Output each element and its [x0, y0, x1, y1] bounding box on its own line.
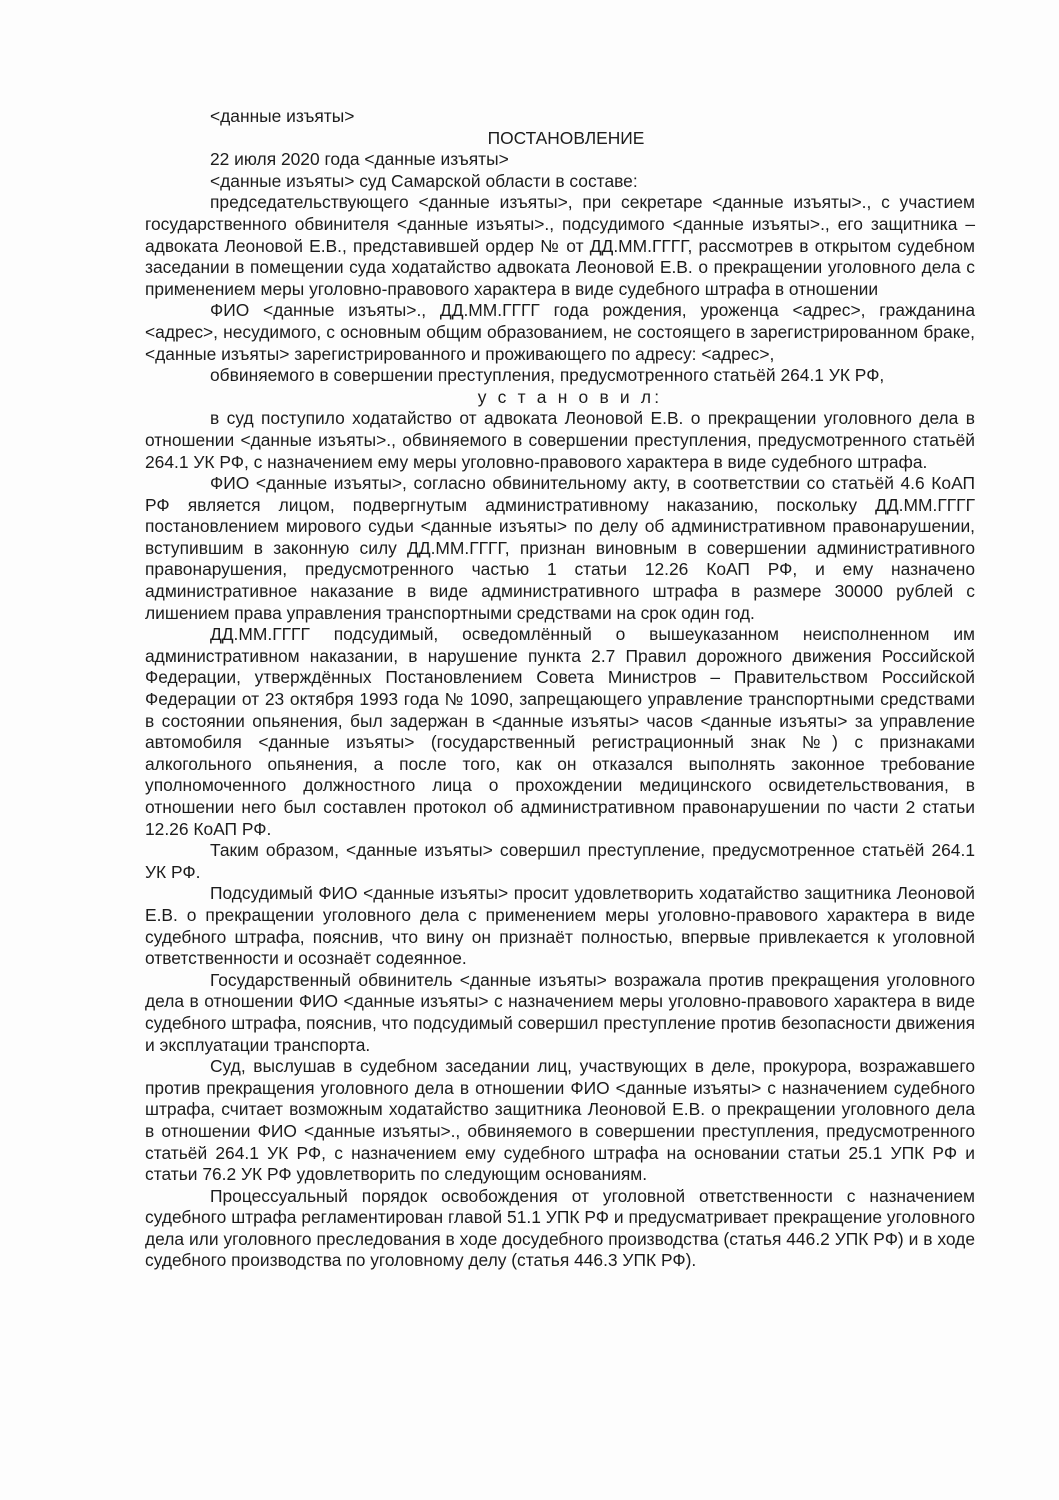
ustanovil-heading: у с т а н о в и л:	[477, 386, 663, 407]
defendant-paragraph: ФИО <данные изъяты>., ДД.ММ.ГГГГ года рождения, уроженца <адрес>, гражданина <адрес>, несудимого, с основным общим образованием, не состоящего в зарегистрированном браке, <данные изъяты> зарегистрированного и проживающего по адресу: <адрес>,	[145, 300, 975, 364]
header-redacted: <данные изъяты>	[210, 106, 355, 126]
date-line: 22 июля 2020 года <данные изъяты>	[210, 149, 509, 170]
document-body	[145, 106, 975, 1272]
body-paragraph: ФИО <данные изъяты>, согласно обвинительному акту, в соответствии со статьёй 4.6 КоАП РФ является лицом, подвергнутым административному наказанию, поскольку ДД.ММ.ГГГГ постановлением мирового судьи <данные изъяты> по делу об административном правонарушении, вступившим в законную силу ДД.ММ.ГГГГ, признан виновным в совершении административного правонарушения, предусмотренного частью 1 статьи 12.26 КоАП РФ, и ему назначено административное наказание в виде административного штрафа в размере 30000 рублей с лишением права управления транспортными средствами на срок один год.	[145, 473, 975, 623]
court-line: <данные изъяты> суд Самарской области в составе:	[210, 170, 638, 191]
body-paragraph: Таким образом, <данные изъяты> совершил преступление, предусмотренное статьёй 264.1 УК РФ.	[145, 840, 975, 882]
body-paragraph: ДД.ММ.ГГГГ подсудимый, осведомлённый о вышеуказанном неисполненном им административном наказании, в нарушение пункта 2.7 Правил дорожного движения Российской Федерации, утверждённых Постановлением Совета Министров – Правительством Российской Федерации от 23 октября 1993 года № 1090, запрещающего управление транспортными средствами в состоянии опьянения, был задержан в <данные изъяты> часов <данные изъяты> за управление автомобиля <данные изъяты> (государственный регистрационный знак №) с признаками алкогольного опьянения, а после того, как он отказался выполнять законное требование уполномоченного должностного лица о прохождении медицинского освидетельствования, в отношении него был составлен протокол об административном правонарушении по части 2 статьи 12.26 КоАП РФ.	[145, 624, 975, 839]
body-paragraph: в суд поступило ходатайство от адвоката Леоновой Е.В. о прекращении уголовного дела в отношении <данные изъяты>., обвиняемого в совершении преступления, предусмотренного статьёй 264.1 УК РФ, с назначением ему меры уголовно-правового характера в виде судебного штрафа.	[145, 408, 975, 472]
body-paragraph: Суд, выслушав в судебном заседании лиц, участвующих в деле, прокурора, возражавшего против прекращения уголовного дела в отношении ФИО <данные изъяты> с назначением судебного штрафа, считает возможным ходатайство защитника Леоновой Е.В. о прекращении уголовного дела в отношении ФИО <данные изъяты>., обвиняемого в совершении преступления, предусмотренного статьёй 264.1 УК РФ, с назначением ему судебного штрафа на основании статьи 25.1 УПК РФ и статьи 76.2 УК РФ удовлетворить по следующим основаниям.	[145, 1056, 975, 1185]
charge-line: обвиняемого в совершении преступления, предусмотренного статьёй 264.1 УК РФ,	[210, 365, 885, 386]
body-paragraph: Подсудимый ФИО <данные изъяты> просит удовлетворить ходатайство защитника Леоновой Е.В. о прекращении уголовного дела с применением меры уголовно-правового характера в виде судебного штрафа, пояснив, что вину он признаёт полностью, впервые привлекается к уголовной ответственности и осознаёт содеянное.	[145, 883, 975, 969]
body-paragraph: Государственный обвинитель <данные изъяты> возражала против прекращения уголовного дела в отношении ФИО <данные изъяты> с назначением меры уголовно-правового характера в виде судебного штрафа, пояснив, что подсудимый совершил преступление против безопасности движения и эксплуатации транспорта.	[145, 969, 975, 1055]
document-title: ПОСТАНОВЛЕНИЕ	[487, 127, 645, 148]
intro-paragraph: председательствующего <данные изъяты>, при секретаре <данные изъяты>., с участием государственного обвинителя <данные изъяты>., подсудимого <данные изъяты>., его защитника – адвоката Леоновой Е.В., представившей ордер № от ДД.ММ.ГГГГ, рассмотрев в открытом судебном заседании в помещении суда ходатайство адвоката Леоновой Е.В. о прекращении уголовного дела с применением меры уголовно-правового характера в виде судебного штрафа в отношении	[145, 192, 975, 299]
body-paragraph: Процессуальный порядок освобождения от уголовной ответственности с назначением судебного штрафа регламентирован главой 51.1 УПК РФ и предусматривает прекращение уголовного дела или уголовного преследования в ходе досудебного производства (статья 446.2 УПК РФ) и в ходе судебного производства по уголовному делу (статья 446.3 УПК РФ).	[145, 1185, 975, 1271]
